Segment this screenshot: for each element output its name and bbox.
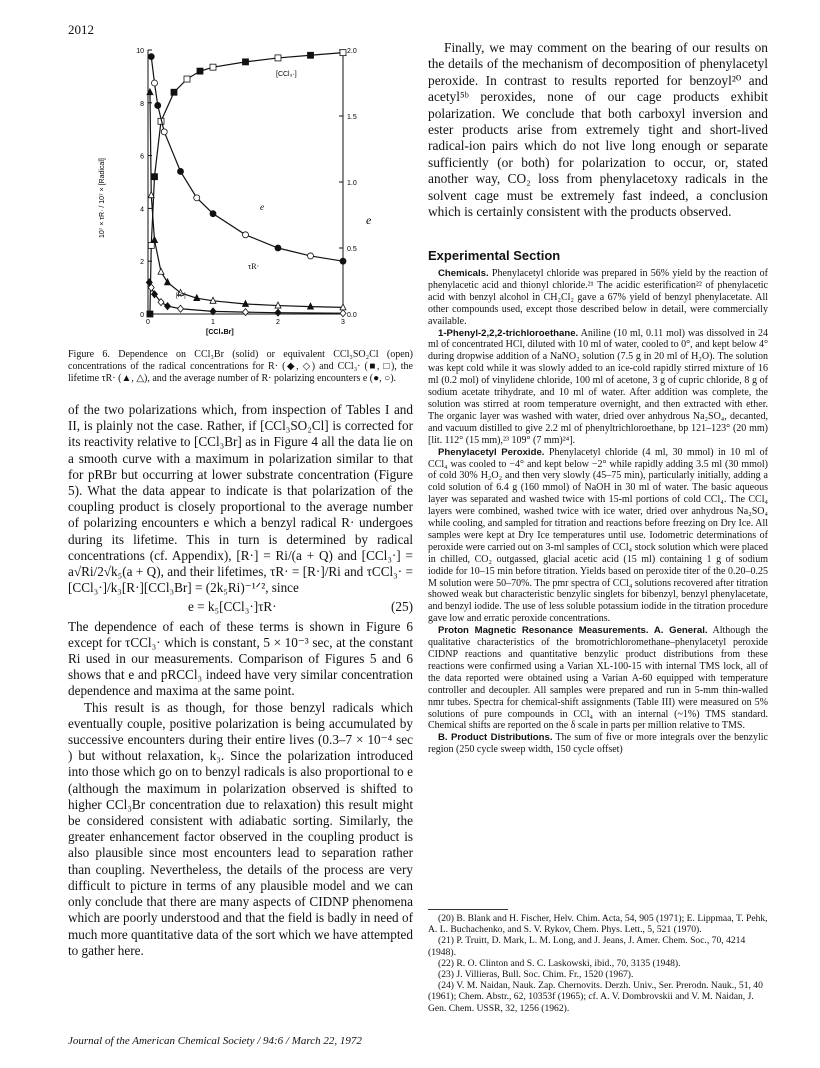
text-peroxide: Phenylacetyl chloride (4 ml, 30 mmol) in 10 ml of CCl₄ was cooled to −4° and kept below −2° while rapidly adding 3.5 ml (30 mmol) of cold 30% H₂O₂ and then very slowly (45–75 min), particularly initially, adding a cold solution of 6.4 g (160 mmol) of NaOH in 30 ml of water. The basic aqueous layer was separated and washed twice with 15-ml portions of cold CCl₄. The CCl₄ layers were combined, washed twice with ice water, dried over anhydrous Na₂SO₄ while cooling, and sampled for titration and reactions before freezing on Dry Ice. All samples were kept at Dry Ice temperatures until use. Iodometric determinations of peroxide were carried out on 3-ml samples of CCl₄ stock solution which were placed in chilled, CO₂ outgassed, glacial acetic acid (15 ml) containing 1 g of sodium iodide for 10–15 min before titration. Yields based on peroxide titer of the 0.20–0.25 M solution were 50–70%. The pmr spectra of CCl₄ solutions recovered after titration showed weak but characteristic benzylic singlets for bibenzyl, benzyl phenylacetate, and benzyl iodide. The use of less soluble potassium iodide in the titration procedure gave low and erratic peroxide concentrations.	[428, 446, 769, 625]
data-point-circle	[340, 258, 346, 264]
y-tick-label-left: 10	[136, 48, 144, 55]
data-point-square	[340, 50, 346, 56]
y-axis-label-right: e	[366, 213, 372, 227]
y-tick-label-right: 0.5	[347, 246, 357, 253]
reference-24: (24) V. M. Naidan, Nauk. Zap. Chernovits. Derzh. Univ., Ser. Prerodn. Nauk., 51, 40 (1961); Chem. Abstr., 62, 10353f (1965); cf. A. V. Dombrovskii and V. M. Naidan, J. Gen. Chem. USSR, 32, 1256 (1962).	[428, 980, 763, 1014]
heading-peroxide: Phenylacetyl Peroxide.	[438, 446, 545, 458]
experimental-section	[428, 268, 768, 756]
references-divider	[428, 909, 508, 910]
data-point-triangle	[158, 268, 164, 274]
data-point-diamond	[178, 305, 184, 312]
data-point-circle	[194, 195, 200, 201]
references	[428, 913, 768, 1014]
data-point-square	[148, 242, 154, 248]
figure-caption: Figure 6. Dependence on CCl₃Br (solid) or equivalent CCl₃SO₂Cl (open) concentrations of the radical concentrations for R· (◆, ◇) and CCl₃· (■, □), the lifetime τR· (▲, △), and the average number of R· polarizing encounters e (●, ○).	[68, 349, 413, 384]
heading-distributions: B. Product Distributions.	[438, 732, 553, 744]
para-peroxide	[428, 447, 768, 626]
data-point-square	[184, 76, 190, 82]
reference-21: (21) P. Truitt, D. Mark, L. M. Long, and J. Jeans, J. Amer. Chem. Soc., 70, 4214 (1948).	[428, 935, 746, 958]
series-line-triangle	[150, 92, 343, 307]
heading-pmr: Proton Magnetic Resonance Measurements. A. General.	[438, 625, 708, 637]
journal-footer: Journal of the American Chemical Society / 94:6 / March 22, 1972	[68, 1035, 362, 1047]
data-point-triangle	[152, 237, 158, 243]
y-tick-label-right: 1.5	[347, 114, 357, 121]
curve-label-r: [R·]	[176, 293, 186, 299]
text-pmr: Although the qualitative characteristics of the bromotrichloromethane–phenylacetyl peroxide CIDNP reactions and quantitative benzylic product distributions from these reactions were confirmed using a Varian XL-100-15 with internal TMS lock, all of the data reported were obtained using a Varian A-60 equipped with temperature controller and decoupler. All samples were prepared and run in 5-mm thin-walled nmr tubes. Spectra for chemical-shift assignments (Table III) were measured on 5% solutions of pure compounds in CCl₄ with an internal (~1%) TMS standard. Chemical shifts are reported on the δ scale in parts per million relative to TMS.	[428, 625, 769, 732]
section-heading-experimental: Experimental Section	[428, 248, 561, 263]
data-point-square	[275, 55, 281, 61]
equation-text: e = k₅[CCl₃·]τR·	[188, 599, 277, 615]
text-trichloroethane: Aniline (10 ml, 0.11 mol) was dissolved in 24 ml of concentrated HCl, diluted with 10 ml of water, cooled to 0°, and kept below 4° during dropwise addition of a NaNO₂ solution (7.5 g in 20 ml of H₂O). The solution was kept cold while it was slowly added to an ice-cold rapidly stirred mixture of 16 ml (0.2 mol) of vinylidene chloride, 100 ml of acetone, 3 g of cupric chloride, 8 g of sodium acetate trihydrate, and 10 ml of water. After addition was complete, the solution was stirred at room temperature overnight, and then extracted with ether. The organic layer was washed with water, dried over anhydrous Na₂SO₄, decanted, and vacuum distilled to give 2.2 ml of phenyltrichloroethane, bp 121–123° (20 mm) [lit. 112° (15 mm),²³ 109° (7 mm)²⁴].	[428, 327, 768, 446]
equation-25	[68, 599, 413, 615]
left-paragraph-2: The dependence of each of these terms is shown in Figure 6 except for τCCl₃· which is constant, 5 × 10⁻³ sec, at the constant Ri used in our measurements. Comparison of Figures 5 and 6 shows that e and pRCCl₃ indeed have very similar concentration dependence and maxima at the same point.	[68, 618, 413, 699]
data-point-circle	[178, 168, 184, 174]
right-column-intro	[428, 40, 768, 220]
text-chemicals: Phenylacetyl chloride was prepared in 56% yield by the reaction of phenylacetic acid and thionyl chloride.²¹ The acidic esterification²² of phenylacetic acid with benzyl alcohol in CH₂Cl₂ gave a 67% yield of benzyl phenylacetate. All other compounds used, except those described below in detail, were commercially available.	[428, 268, 769, 327]
para-distributions	[428, 732, 768, 756]
y-tick-label-left: 0	[140, 312, 144, 319]
reference-22: (22) R. O. Clinton and S. C. Laskowski, ibid., 70, 3135 (1948).	[438, 957, 681, 969]
x-tick-label: 1	[211, 319, 215, 326]
curve-label-tau: τR·	[248, 262, 260, 271]
y-tick-label-right: 1.0	[347, 180, 357, 187]
y-tick-label-left: 8	[140, 100, 144, 108]
data-point-square	[197, 68, 203, 74]
y-axis-label-left: 10⁷ × τR· / 10⁷ × [Radical]	[99, 158, 106, 238]
text-distributions: The sum of five or more integrals over the benzylic region (250 cycle sweep width, 150 cycle offset)	[428, 732, 768, 756]
data-point-square	[171, 89, 177, 95]
data-point-diamond	[275, 309, 281, 316]
data-point-circle	[243, 232, 249, 238]
left-paragraph-1: of the two polarizations which, from inspection of Tables I and II, is plainly not the case. Rather, if [CCl₃SO₂Cl] is corrected for its reactivity relative to [CCl₃Br] as in Figure 4 all the data lie on a smooth curve with a maximum in polarization similar to that for pRBr but occurring at lower substrate concentration (Figure 5). What the data appear to indicate is that polarization of the coupling product is closely proportional to the average number of polarizing encounters e which a benzyl radical R· undergoes during its lifetime. This in turn is determined by radical concentrations (cf. Appendix), [R·] = Ri/(a + Q) and [CCl₃·] = a√Ri/2√k₅(a + Q), and their lifetimes, τR· = [R·]/Ri and τCCl₃· = [CCl₃·]/k₃[R·][CCl₃Br] = (2k₅Ri)⁻¹ᐟ², since	[68, 402, 413, 596]
data-point-square	[210, 64, 216, 70]
reference-20: (20) B. Blank and H. Fischer, Helv. Chim. Acta, 54, 905 (1971); E. Lippmaa, T. Pehk, A. L. Buchachenko, and S. V. Rykov, Chem. Phys. Lett., 5, 521 (1970).	[428, 913, 768, 936]
heading-chemicals: Chemicals.	[438, 268, 489, 279]
data-point-circle	[308, 253, 314, 259]
data-point-square	[308, 52, 314, 58]
data-point-circle	[210, 211, 216, 217]
data-point-diamond	[243, 309, 249, 316]
y-tick-label-right: 0.0	[347, 312, 357, 319]
para-trichloroethane	[428, 328, 768, 447]
series-line-circle	[151, 57, 343, 262]
curve-label-e: e	[260, 202, 264, 212]
x-tick-label: 0	[146, 319, 150, 326]
data-point-circle	[148, 54, 154, 60]
para-pmr	[428, 625, 768, 732]
data-point-circle	[161, 129, 167, 135]
x-axis-label: [CCl₃Br]	[206, 329, 234, 336]
curve-label-ccl3: [CCl₃·]	[276, 71, 297, 78]
right-paragraph-1: Finally, we may comment on the bearing of our results on the details of the mechanism of decomposition of phenylacetyl peroxide. In contrast to results reported for benzoyl²⁰ and acetyl⁵ᵇ peroxides, none of our cage products exhibit polarization. We conclude that both carboxyl inversion and ester products arise from extremely tight and short-lived radical-ion pairs which do not live long enough or separate sufficiently (or both) for polarization to occur, or, stated another way, CO₂ loss from phenylacetoxy radicals in the solvent cage must be extremely fast indeed, a conclusion which is certainly consistent with the products observed.	[428, 40, 768, 220]
left-column	[68, 402, 413, 959]
x-tick-label: 2	[276, 319, 280, 326]
data-point-square	[243, 59, 249, 65]
reference-23: (23) J. Villieras, Bull. Soc. Chim. Fr., 1520 (1967).	[438, 969, 634, 981]
figure-6	[68, 38, 413, 354]
para-chemicals	[428, 268, 768, 328]
y-tick-label-right: 2.0	[347, 48, 357, 55]
data-point-circle	[155, 102, 161, 108]
y-tick-label-left: 2	[140, 259, 144, 267]
equation-number: (25)	[391, 599, 413, 615]
y-tick-label-left: 4	[140, 206, 144, 214]
series-line-square	[150, 53, 343, 314]
heading-trichloroethane: 1-Phenyl-2,2,2-trichloroethane.	[438, 327, 579, 339]
left-paragraph-3: This result is as though, for those benzyl radicals which eventually couple, positive polarization is being accumulated by successive encounters during their entire lives (0.3–7 × 10⁻⁴ sec ) but without relaxation, k₃. Since the polarization introduced into those which go on to benzyl radicals is also proportional to e (although the maximum in polarization observed is shifted to higher CCl₃Br concentration due to relaxation) this result might be considered consistent with adiabatic sorting. Similarly, the greater enhancement factor observed in the coupling product is also plausible since most encounters lead to separation rather than coupling. Nevertheless, the details of the process are very difficult to picture in terms of any plausible model and we can only conclude that there are many aspects of CIDNP phenomena which are poorly understood and that the field is badly in need of much more quantitative data of the sort which we have attempted to gather here.	[68, 699, 413, 958]
data-point-circle	[152, 80, 158, 86]
data-point-diamond	[340, 310, 346, 317]
data-point-square	[147, 311, 153, 317]
x-tick-label: 3	[341, 319, 345, 326]
data-point-square	[152, 174, 158, 180]
y-tick-label-left: 6	[140, 153, 144, 161]
page-number: 2012	[68, 22, 94, 37]
data-point-diamond	[165, 303, 171, 310]
data-point-circle	[275, 245, 281, 251]
figure-6-chart	[68, 38, 413, 354]
